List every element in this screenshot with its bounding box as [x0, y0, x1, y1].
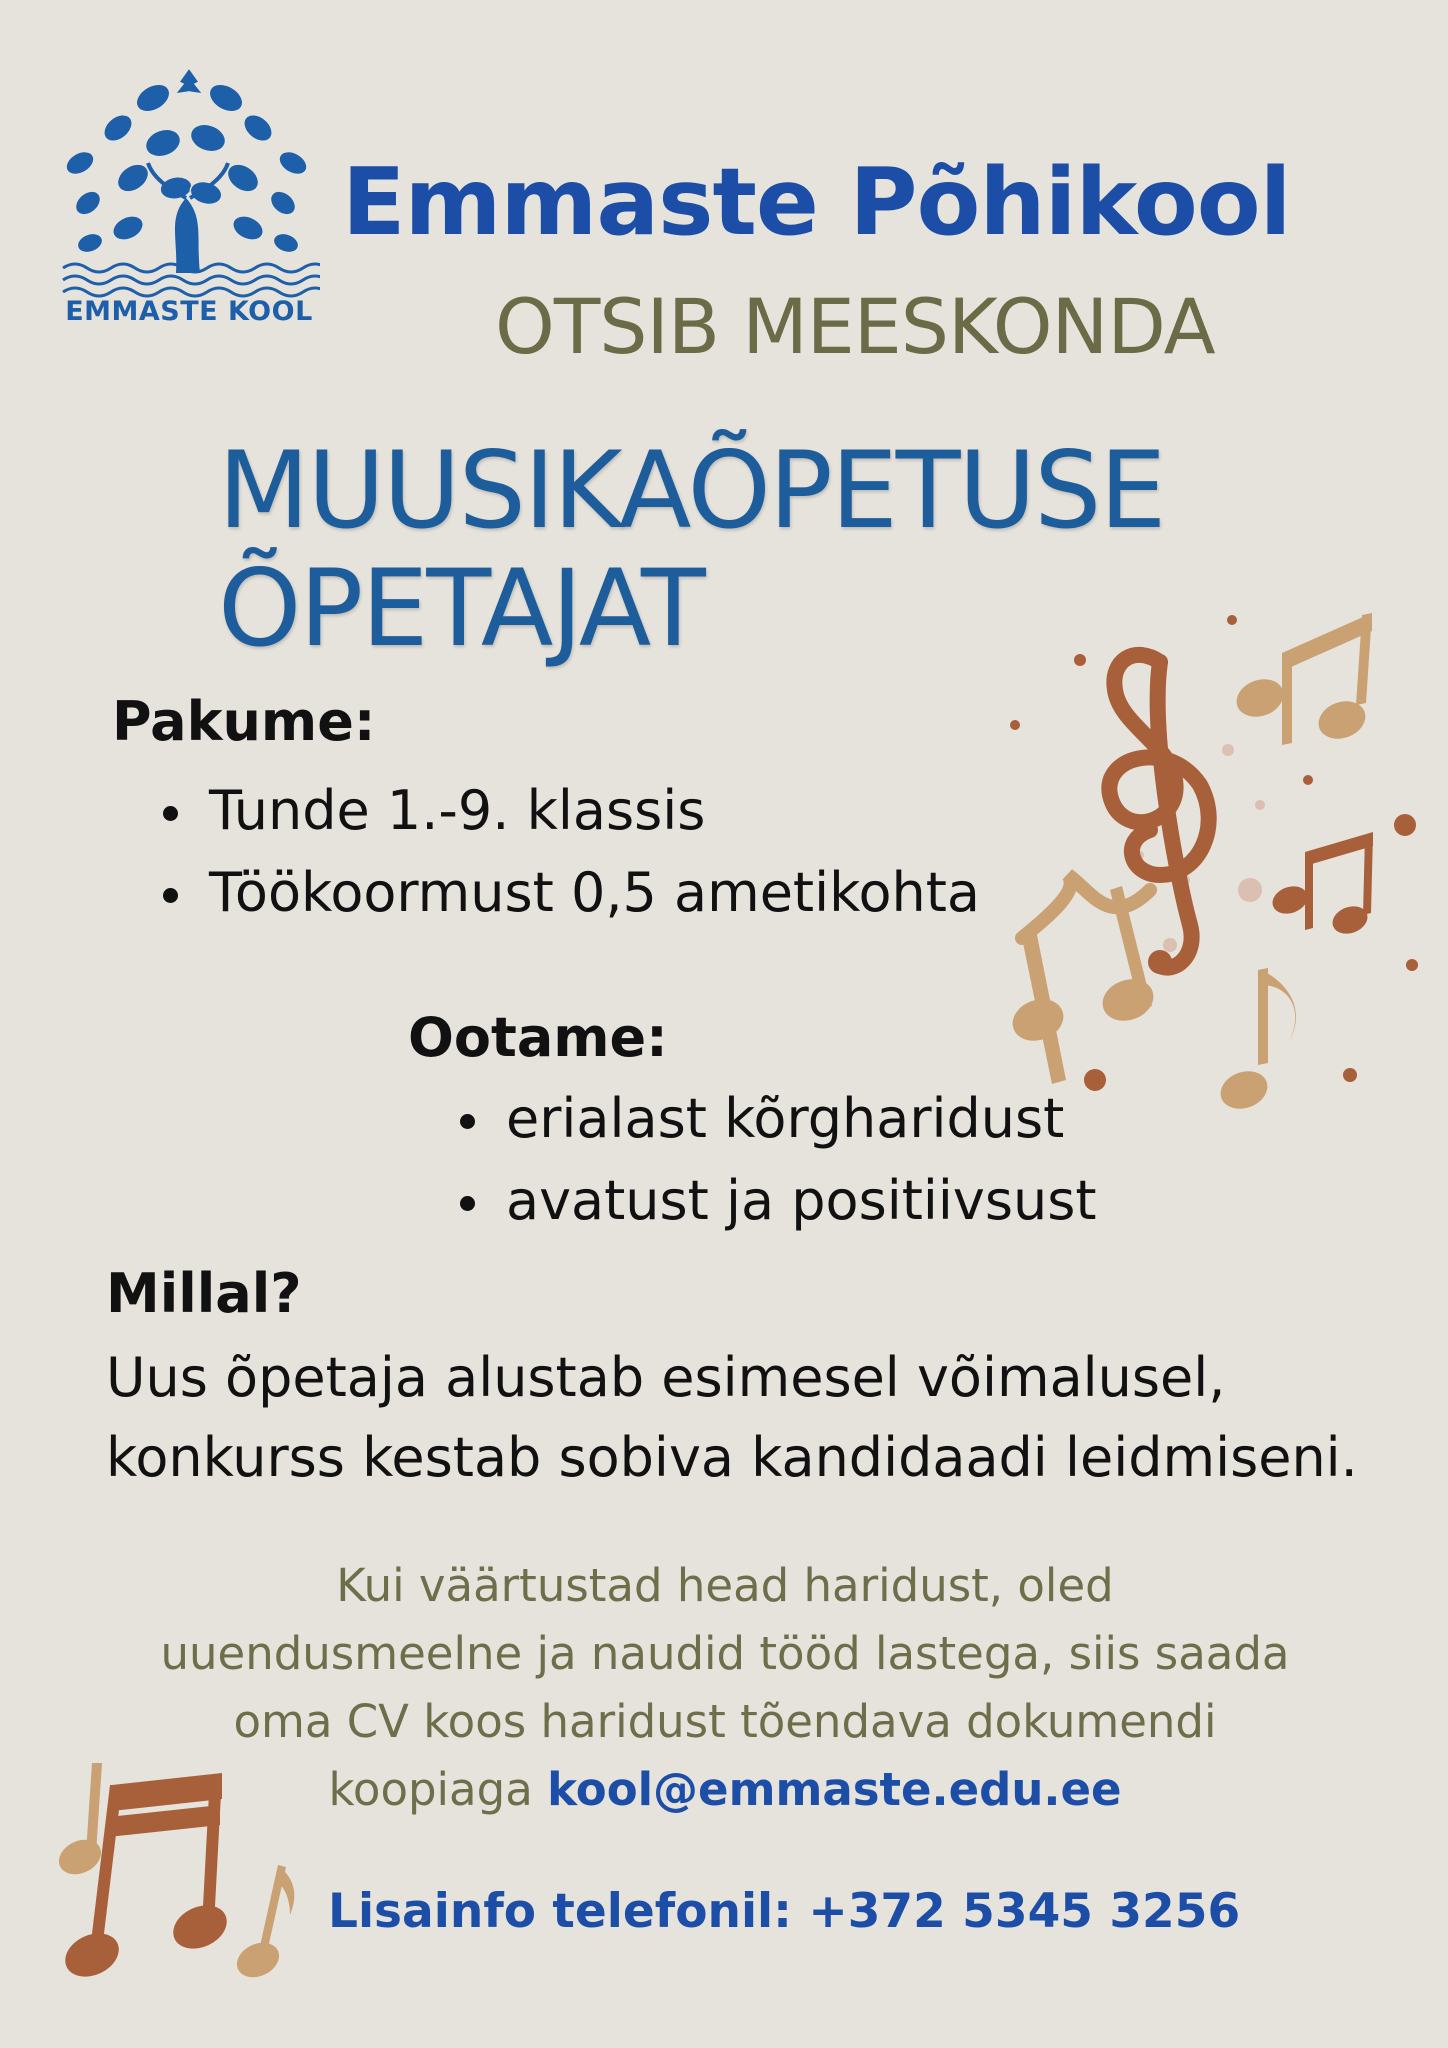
when-text [106, 1338, 1358, 1498]
list-item: Tunde 1.-9. klassis [155, 770, 980, 852]
when-heading: Millal? [106, 1262, 302, 1325]
phone-number[interactable]: +372 5345 3256 [808, 1884, 1241, 1939]
offer-list [155, 770, 980, 934]
beamed-music-notes-icon [50, 1755, 310, 1985]
list-item: Töökoormust 0,5 ametikohta [155, 852, 980, 934]
apply-line-2: uuendusmeelne ja naudid tööd lastega, siis saada [160, 1627, 1290, 1680]
phone-label: Lisainfo telefonil: [328, 1884, 809, 1939]
position-title-line-1: MUUSIKAÕPETUSE [218, 429, 1165, 552]
apply-line-1: Kui väärtustad head haridust, oled [336, 1559, 1114, 1612]
when-line-2: konkurss kestab sobiva kandidaadi leidmiseni. [106, 1426, 1358, 1489]
subtitle: OTSIB MEESKONDA [495, 282, 1215, 371]
expect-heading: Ootame: [408, 1006, 668, 1069]
contact-phone [328, 1884, 1240, 1939]
music-notes-treble-clef-icon [960, 590, 1440, 1130]
logo-text: EMMASTE KOOL [65, 296, 313, 327]
email-link[interactable]: kool@emmaste.edu.ee [547, 1763, 1122, 1816]
list-item: erialast kõrgharidust [452, 1078, 1097, 1160]
when-line-1: Uus õpetaja alustab esimesel võimalusel, [106, 1346, 1226, 1409]
apply-line-3: oma CV koos haridust tõendava dokumendi [233, 1695, 1217, 1748]
offer-heading: Pakume: [112, 690, 376, 753]
list-item: avatust ja positiivsust [452, 1160, 1097, 1242]
apply-line-4-prefix: koopiaga [328, 1763, 548, 1816]
school-name: Emmaste Põhikool [342, 148, 1291, 256]
position-title-line-2: ÕPETAJAT [218, 547, 704, 670]
